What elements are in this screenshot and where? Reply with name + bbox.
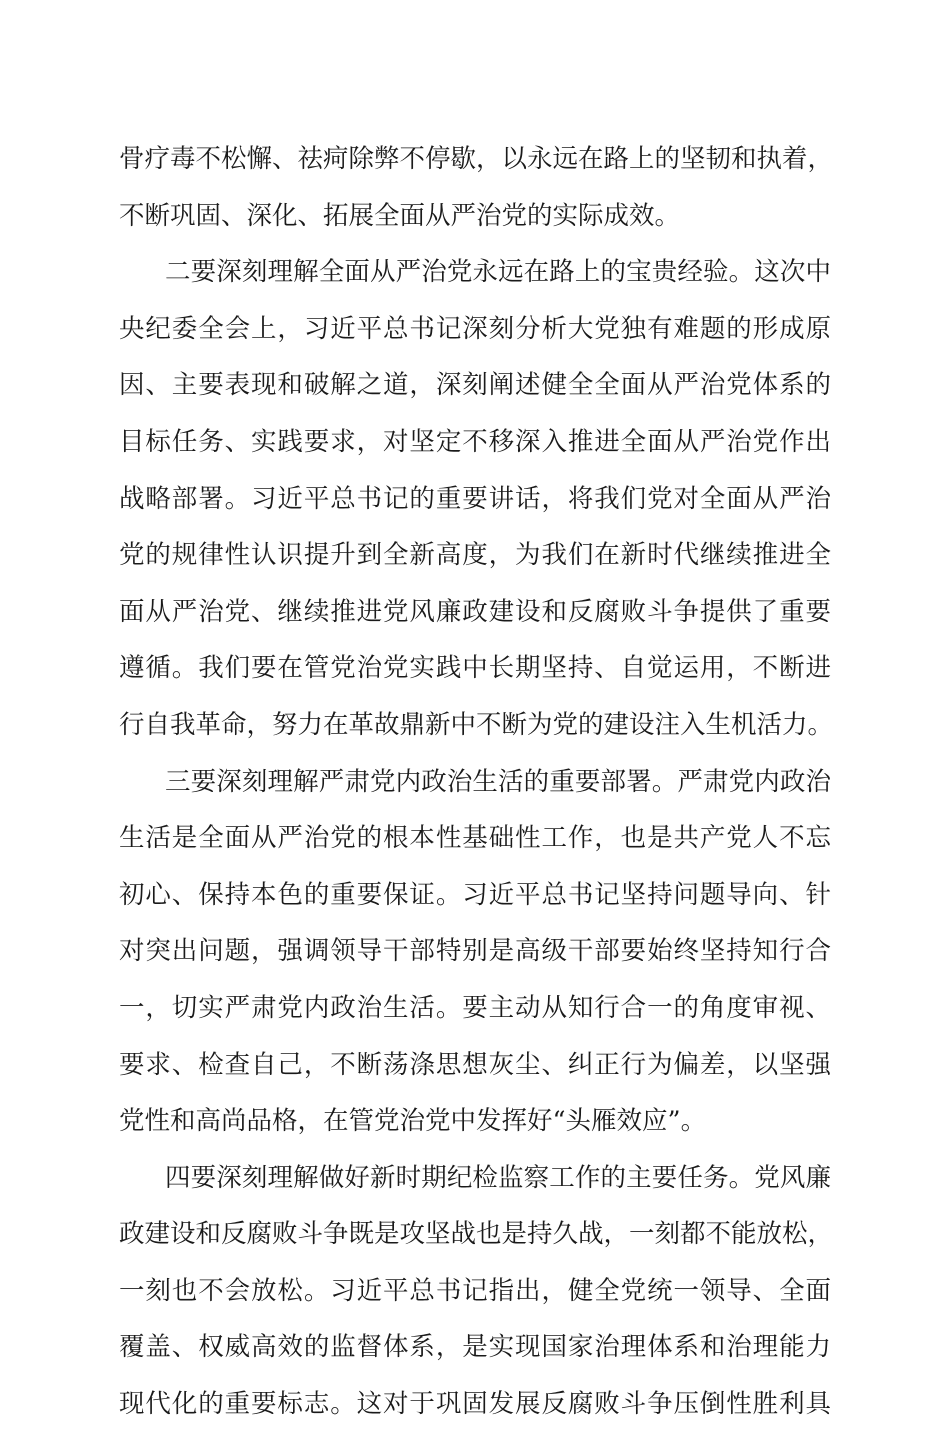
text-line: 覆盖、权威高效的监督体系，是实现国家治理体系和治理能力 [119, 1332, 831, 1363]
text-line: 目标任务、实践要求，对坚定不移深入推进全面从严治党作出 [119, 426, 831, 457]
text-line: 央纪委全会上，习近平总书记深刻分析大党独有难题的形成原 [119, 313, 831, 344]
text-line: 党性和高尚品格，在管党治党中发挥好“头雁效应”。 [119, 1106, 707, 1137]
text-line: 党的规律性认识提升到全新高度，为我们在新时代继续推进全 [119, 540, 831, 571]
paragraph-start-line: 四要深刻理解做好新时期纪检监察工作的主要任务。党风廉 [165, 1162, 831, 1193]
text-line: 一，切实严肃党内政治生活。要主动从知行合一的角度审视、 [119, 992, 831, 1023]
text-line: 不断巩固、深化、拓展全面从严治党的实际成效。 [119, 200, 681, 231]
text-line: 行自我革命，努力在革故鼎新中不断为党的建设注入生机活力。 [119, 709, 834, 740]
text-line: 骨疗毒不松懈、祛疴除弊不停歇，以永远在路上的坚韧和执着， [119, 144, 834, 174]
text-line: 一刻也不会放松。习近平总书记指出，健全党统一领导、全面 [119, 1275, 831, 1306]
text-line: 遵循。我们要在管党治党实践中长期坚持、自觉运用，不断进 [119, 653, 831, 684]
text-line: 现代化的重要标志。这对于巩固发展反腐败斗争压倒性胜利具 [119, 1389, 831, 1420]
text-line: 要求、检查自己，不断荡涤思想灰尘、纠正行为偏差，以坚强 [119, 1049, 831, 1080]
paragraph-start-line: 三要深刻理解严肃党内政治生活的重要部署。严肃党内政治 [165, 766, 831, 797]
text-line: 因、主要表现和破解之道，深刻阐述健全全面从严治党体系的 [119, 370, 831, 401]
text-line: 初心、保持本色的重要保证。习近平总书记坚持问题导向、针 [119, 879, 831, 910]
text-line: 政建设和反腐败斗争既是攻坚战也是持久战，一刻都不能放松， [119, 1219, 834, 1250]
text-line: 对突出问题，强调领导干部特别是高级干部要始终坚持知行合 [119, 936, 831, 967]
text-line: 面从严治党、继续推进党风廉政建设和反腐败斗争提供了重要 [119, 596, 831, 627]
text-line: 生活是全面从严治党的根本性基础性工作，也是共产党人不忘 [119, 823, 831, 854]
paragraph-start-line: 二要深刻理解全面从严治党永远在路上的宝贵经验。这次中 [165, 257, 831, 288]
document-page [119, 142, 834, 1444]
text-line: 战略部署。习近平总书记的重要讲话，将我们党对全面从严治 [119, 483, 831, 514]
